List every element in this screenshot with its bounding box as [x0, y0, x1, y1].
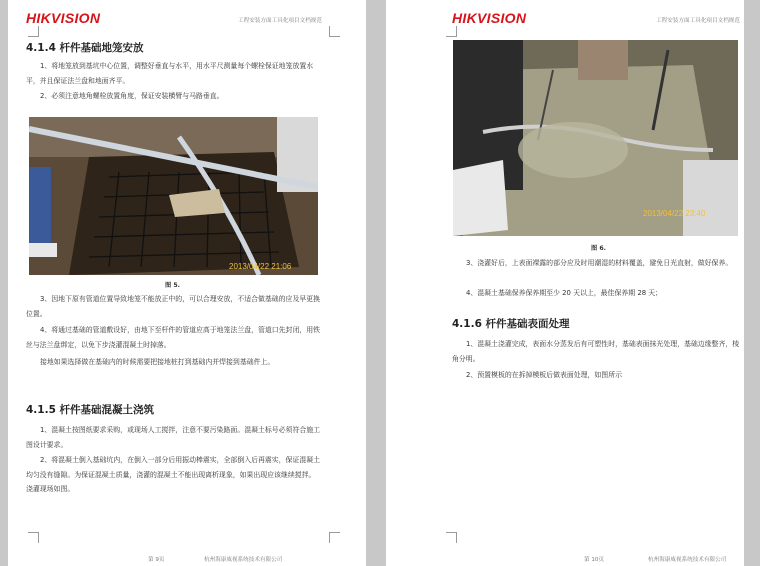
hikvision-logo: HIKVISION [452, 10, 527, 26]
paragraph: 1、将地笼放到基坑中心位置，调整好垂直与水平，用水平尺测量每个螺栓保证地笼放置水平，并且保证法兰盘和地面齐平。 [26, 62, 314, 85]
footer-company: 杭州海康威视系统技术有限公司 [204, 557, 283, 563]
document-page-left [8, 0, 366, 566]
hikvision-logo: HIKVISION [26, 10, 101, 26]
paragraph: 2、必须注意地角螺栓放置角度，保证安装横臂与马路垂直。 [40, 92, 224, 100]
figure-6-photo [453, 40, 738, 236]
footer-page-number: 第 9页 [148, 557, 165, 563]
paragraph: 1、混凝土按图纸要求采购，或现场人工搅拌，注意不要污染路面。混凝土标号必须符合施工图设计要求。 [26, 426, 321, 449]
paragraph: 4、混凝土基础保养保养期至少 20 天以上，最佳保养期 28 天； [466, 289, 663, 297]
document-page-right [386, 0, 744, 566]
footer-company: 杭州海康威视系统技术有限公司 [648, 557, 727, 563]
header-title: 工程安装方面工具化项目文档规范 [656, 18, 740, 24]
header-title: 工程安装方面工具化项目文档规范 [238, 18, 322, 24]
photo-timestamp: 2013/04/22 21:06 [229, 262, 292, 271]
paragraph: 接地如果选择做在基础内的时候需要把接地桩打到基础内并焊接到基础件上。 [40, 358, 275, 366]
section-heading-4-1-4: 4.1.4 杆件基础地笼安放 [26, 42, 144, 54]
figure-5-caption: 图 5. [165, 282, 180, 289]
concrete-pouring-illustration [453, 40, 738, 236]
crop-mark [28, 26, 39, 37]
photo-timestamp: 2013/04/22 23:40 [643, 209, 706, 218]
rebar-cage-illustration [29, 117, 318, 275]
figure-5-photo [29, 117, 318, 275]
section-heading-4-1-5: 4.1.5 杆件基础混凝土浇筑 [26, 404, 155, 416]
crop-mark [446, 26, 457, 37]
crop-mark [446, 532, 457, 543]
crop-mark [329, 26, 340, 37]
paragraph: 2、将混凝土倒入基础坑内，在倒入一部分后用振动棒震实，全部倒入后再震实，保证混凝土均匀没有缝隙。为保证混凝土质量，浇灌的混凝土不能出现离析现象，如果出现应该继续搅拌。浇灌现场如图。 [26, 456, 321, 493]
paragraph: 3、因地下原有管道位置导致地笼不能放正中的，可以合理安放，不适合做基础的应及早更换位置。 [26, 295, 321, 318]
crop-mark [28, 532, 39, 543]
crop-mark [329, 532, 340, 543]
paragraph: 2、预置模板的在拆掉模板后做表面处理，如图所示 [466, 371, 622, 379]
figure-6-caption: 图 6. [591, 245, 606, 252]
paragraph: 4、将通过基础的管道敷设好，由地下至杆件的管道应高于地笼法兰盘，管道口先封闭，用铁丝与法兰盘绑定，以免下步浇灌混凝土时掉落。 [26, 326, 321, 349]
paragraph: 1、混凝土浇灌完成，表面水分蒸发后有可塑性时，基础表面抹光处理，基础边缘整齐，棱角分明。 [452, 340, 740, 363]
section-heading-4-1-6: 4.1.6 杆件基础表面处理 [452, 318, 570, 330]
footer-page-number: 第 10页 [584, 557, 605, 563]
paragraph: 3、浇灌好后，上表面裸露的部分应及时用潮湿的材料覆盖，避免日光直射，做好保养。 [466, 259, 733, 267]
